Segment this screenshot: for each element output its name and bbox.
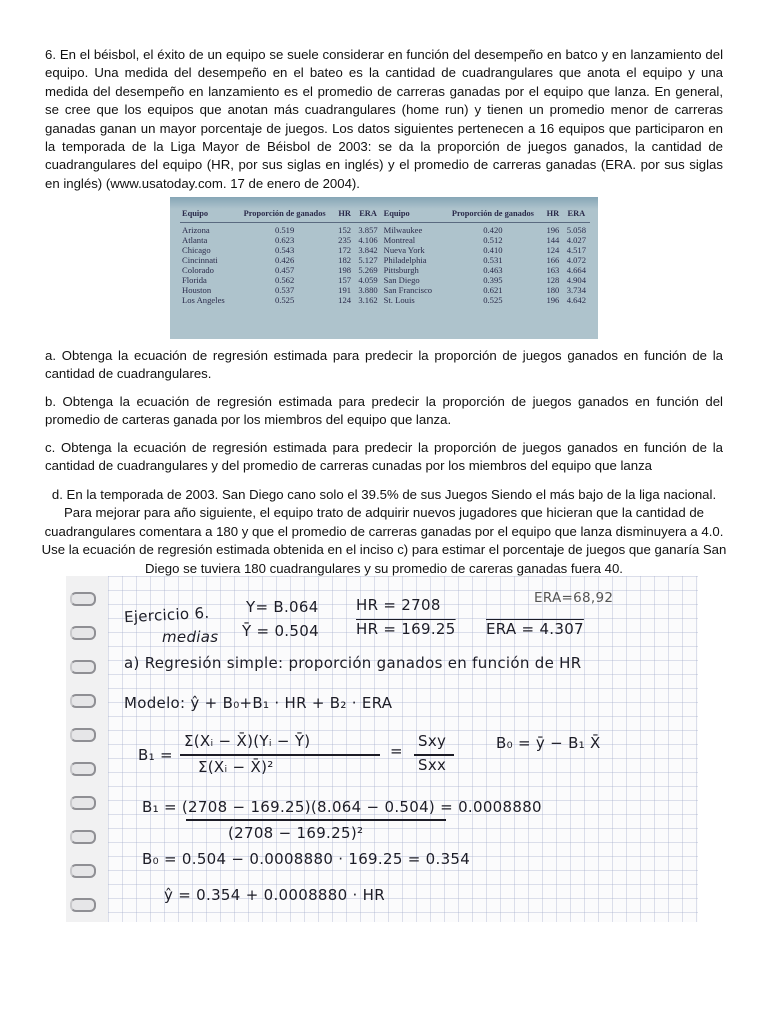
note-hr-mean: HR = 169.25 — [356, 620, 456, 638]
era-cell: 5.058 — [566, 224, 587, 235]
hr-cell: 124 — [338, 295, 352, 306]
team-name-cell: Chicago — [182, 244, 211, 255]
spiral-ring-icon — [70, 830, 96, 844]
team-name-cell: Milwaukee — [383, 224, 423, 235]
team-name-cell: Nueva York — [383, 244, 425, 255]
col-header-win-ratio: Proporción de ganados — [234, 209, 334, 222]
team-name-cell: Florida — [182, 274, 207, 285]
note-y-mean: Ȳ = 0.504 — [242, 622, 319, 640]
table-row — [180, 255, 590, 265]
spiral-ring-icon — [70, 728, 96, 742]
note-b0-calc: B₀ = 0.504 − 0.0008880 · 169.25 = 0.354 — [142, 850, 471, 868]
note-b1-denominator: Σ(Xᵢ − X̄)² — [198, 758, 274, 776]
era-cell: 3.842 — [358, 244, 378, 255]
spiral-ring-icon — [70, 694, 96, 708]
baseball-stats-table — [180, 209, 590, 305]
hr-cell: 163 — [546, 264, 560, 275]
spiral-ring-icon — [70, 762, 96, 776]
win-ratio-cell: 0.543 — [274, 244, 295, 255]
note-sxx: Sxx — [418, 756, 447, 774]
hr-cell: 166 — [546, 254, 560, 265]
col-header-team: Equipo — [382, 209, 443, 222]
spiral-ring-icon — [70, 898, 96, 912]
table-header-row — [180, 209, 590, 222]
era-cell: 3.162 — [358, 295, 378, 306]
spiral-ring-icon — [70, 626, 96, 640]
team-name-cell: Arizona — [182, 224, 210, 235]
col-header-win-ratio: Proporción de ganados — [443, 209, 543, 222]
fraction-bar — [186, 819, 446, 821]
hr-cell: 180 — [546, 285, 560, 296]
note-b1-calc: B₁ = (2708 − 169.25)(8.064 − 0.504) = 0.0008880 — [142, 798, 542, 816]
note-model: Modelo: ŷ + B₀+B₁ · HR + B₂ · ERA — [124, 694, 393, 712]
era-cell: 3.857 — [358, 224, 378, 235]
spiral-ring-icon — [70, 796, 96, 810]
era-cell: 4.106 — [358, 234, 378, 245]
win-ratio-cell: 0.525 — [274, 295, 295, 306]
note-b1-equals: = — [390, 742, 403, 760]
spiral-ring-icon — [70, 592, 96, 606]
note-era-mean: ERA = 4.307 — [486, 620, 584, 638]
spiral-ring-icon — [70, 660, 96, 674]
win-ratio-cell: 0.621 — [483, 285, 503, 296]
note-b1-calc-denominator: (2708 − 169.25)² — [228, 824, 364, 842]
win-ratio-cell: 0.410 — [483, 244, 503, 255]
hr-cell: 128 — [546, 274, 560, 285]
team-name-cell: San Diego — [383, 274, 420, 285]
hr-cell: 172 — [338, 244, 352, 255]
team-name-cell: Pittsburgh — [383, 264, 419, 275]
note-final-equation: ŷ = 0.354 + 0.0008880 · HR — [164, 886, 385, 904]
note-title: Ejercicio 6. — [123, 603, 210, 627]
col-header-era: ERA — [563, 209, 590, 222]
era-cell: 4.027 — [566, 234, 587, 245]
note-part-a-heading: a) Regresión simple: proporción ganados en función de HR — [124, 654, 582, 672]
question-a: a. Obtenga la ecuación de regresión estimada para predecir la proporción de juegos ganados en función de la cantidad de cuadrangulares. — [45, 348, 723, 382]
col-header-hr: HR — [543, 209, 563, 222]
table-row — [180, 275, 590, 285]
team-name-cell: Los Angeles — [182, 295, 225, 306]
win-ratio-cell: 0.395 — [483, 274, 503, 285]
era-cell: 4.664 — [566, 264, 587, 275]
hr-cell: 196 — [546, 295, 560, 306]
question-d: d. En la temporada de 2003. San Diego cano solo el 39.5% de sus Juegos Siendo el más bajo de la liga nacional. Para mejorar para año siguiente, el equipo trato de adquirir nuevos jugadores que hicieran que la cantidad de cuadrangulares comentara a 180 y que el promedio de carreras ganadas por el equipo que lanza disminuyera a 4.0. Use la ecuación de regresión estimada obtenida en el inciso c) para estimar el porcentaje de juegos que ganaría San Diego se tuviera 180 cuadrangulares y su promedio de careras ganadas fuera 40. — [41, 487, 727, 576]
hr-cell: 152 — [338, 224, 352, 235]
era-cell: 4.642 — [566, 295, 587, 306]
team-name-cell: San Francisco — [383, 285, 433, 296]
era-cell: 5.269 — [358, 264, 378, 275]
era-cell: 4.904 — [566, 274, 587, 285]
win-ratio-cell: 0.562 — [274, 274, 295, 285]
question-c: c. Obtenga la ecuación de regresión estimada para predecir la proporción de juegos ganados en función de la cantidad de cuadrangulares y del promedio de carreras cunadas por los miembros del equipo que lanza — [45, 440, 723, 474]
col-header-era: ERA — [354, 209, 381, 222]
handwritten-solution-photo — [66, 576, 698, 922]
col-header-team: Equipo — [180, 209, 234, 222]
era-cell: 4.059 — [358, 274, 378, 285]
team-name-cell: St. Louis — [383, 295, 415, 306]
hr-cell: 182 — [338, 254, 352, 265]
table-row — [180, 265, 590, 275]
table-row — [180, 222, 590, 235]
win-ratio-cell: 0.519 — [274, 224, 295, 235]
win-ratio-cell: 0.420 — [483, 224, 503, 235]
era-cell: 4.072 — [566, 254, 587, 265]
note-b1-label: B₁ = — [138, 746, 173, 764]
era-cell: 5.127 — [358, 254, 378, 265]
team-name-cell: Montreal — [383, 234, 416, 245]
win-ratio-cell: 0.512 — [483, 234, 503, 245]
win-ratio-cell: 0.531 — [483, 254, 503, 265]
win-ratio-cell: 0.463 — [483, 264, 503, 275]
win-ratio-cell: 0.537 — [274, 285, 295, 296]
exercise-intro: 6. En el béisbol, el éxito de un equipo se suele considerar en función del desempeño en batco y en lanzamiento del equipo. Una medida del desempeño en el bateo es la cantidad de cuadrangulares que anota el equipo y una medida del desempeño en lanzamiento es el promedio de carreras ganadas por el equipo que lanza. En general, se cree que los equipos que anotan más cuadrangulares (home run) y tienen un promedio menor de carreras ganadas ganan un mayor porcentaje de juegos. Los datos siguientes pertenecen a 16 equipos que participaron en la temporada de la Liga Mayor de Béisbol de 2003: se da la proporción de juegos ganados, la cantidad de cuadrangulares del equipo (HR, por sus siglas en inglés) y el promedio de carreras ganadas (ERA. por sus siglas en inglés) (www.usatoday.com. 17 de enero de 2004). — [45, 47, 723, 191]
hr-cell: 157 — [338, 274, 352, 285]
team-name-cell: Cincinnati — [182, 254, 218, 265]
team-name-cell: Philadelphia — [383, 254, 427, 265]
hr-cell: 196 — [546, 224, 560, 235]
era-cell: 3.734 — [566, 285, 587, 296]
note-b0-formula: B₀ = ȳ − B₁ X̄ — [496, 734, 601, 752]
table-row — [180, 295, 590, 305]
table-row — [180, 235, 590, 245]
question-b: b. Obtenga la ecuación de regresión estimada para predecir la proporción de juegos ganados en función del promedio de carteras ganada por los miembros del equipo que lanza. — [45, 394, 723, 428]
team-name-cell: Houston — [182, 285, 212, 296]
note-y-total: Y= B.064 — [246, 598, 319, 616]
table-row — [180, 245, 590, 255]
hr-cell: 144 — [546, 234, 560, 245]
era-cell: 3.880 — [358, 285, 378, 296]
team-name-cell: Colorado — [182, 264, 214, 275]
hr-cell: 124 — [546, 244, 560, 255]
win-ratio-cell: 0.426 — [274, 254, 295, 265]
stats-table-photo — [170, 197, 598, 339]
fraction-bar — [180, 754, 380, 756]
note-hr-total: HR = 2708 — [356, 596, 441, 614]
win-ratio-cell: 0.525 — [483, 295, 503, 306]
hr-cell: 198 — [338, 264, 352, 275]
hr-cell: 191 — [338, 285, 352, 296]
note-era-scribble: ERA=68,92 — [534, 590, 614, 606]
table-row — [180, 285, 590, 295]
note-b1-numerator: Σ(Xᵢ − X̄)(Yᵢ − Ȳ) — [184, 732, 311, 750]
win-ratio-cell: 0.457 — [274, 264, 295, 275]
note-means-label: medias — [162, 628, 219, 646]
col-header-hr: HR — [335, 209, 355, 222]
note-sxy: Sxy — [418, 732, 447, 750]
hr-cell: 235 — [338, 234, 352, 245]
team-name-cell: Atlanta — [182, 234, 208, 245]
spiral-ring-icon — [70, 864, 96, 878]
era-cell: 4.517 — [566, 244, 587, 255]
win-ratio-cell: 0.623 — [274, 234, 295, 245]
